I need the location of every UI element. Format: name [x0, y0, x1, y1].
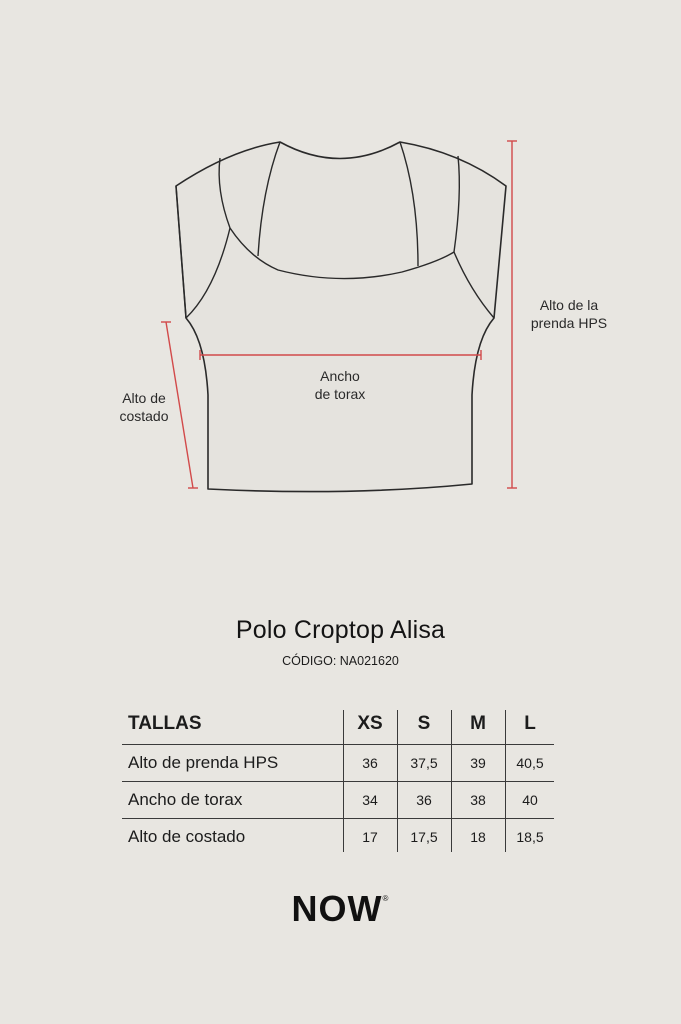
column-divider: [397, 710, 398, 852]
garment-body-outline: [176, 142, 506, 492]
header-s: S: [417, 713, 431, 734]
side-length-label-line2: costado: [119, 408, 169, 424]
column-divider: [343, 710, 344, 852]
header-tallas: TALLAS: [128, 713, 202, 734]
table-row: [122, 818, 554, 855]
cell-xs: 17: [362, 828, 378, 845]
cell-xs: 36: [362, 754, 378, 771]
product-title: Polo Croptop Alisa: [235, 616, 446, 644]
table-divider: [122, 818, 554, 819]
header-m: M: [470, 713, 486, 734]
cell-l: 18,5: [516, 828, 544, 845]
chest-width-label-line2: de torax: [314, 386, 366, 402]
column-divider: [451, 710, 452, 852]
cell-l: 40: [522, 791, 538, 808]
row-label: Ancho de torax: [128, 789, 243, 809]
table-row: [122, 781, 554, 818]
hps-length-measure: [507, 141, 517, 488]
cell-l: 40,5: [516, 754, 544, 771]
row-label: Alto de prenda HPS: [128, 752, 279, 772]
hps-length-label-line1: Alto de la: [539, 297, 599, 313]
table-divider: [122, 744, 554, 745]
side-length-label: [108, 389, 180, 425]
header-l: L: [524, 713, 536, 734]
column-divider: [505, 710, 506, 852]
cell-m: 38: [470, 791, 486, 808]
cell-s: 37,5: [410, 754, 438, 771]
registered-mark: ®: [382, 894, 390, 903]
hps-length-label-line2: prenda HPS: [530, 315, 608, 331]
brand-name: NOW: [291, 888, 383, 929]
cell-m: 18: [470, 828, 486, 845]
header-xs: XS: [357, 713, 383, 734]
row-label: Alto de costado: [128, 826, 246, 846]
brand-logo: [0, 888, 681, 930]
cell-m: 39: [470, 754, 486, 771]
cell-xs: 34: [362, 791, 378, 808]
hps-length-label: [524, 296, 614, 332]
cell-s: 36: [416, 791, 432, 808]
size-table: [122, 704, 554, 855]
table-row: [122, 744, 554, 781]
chest-width-label: [300, 367, 380, 403]
side-length-label-line1: Alto de: [122, 390, 166, 406]
table-divider: [122, 781, 554, 782]
size-table-header: [122, 704, 554, 744]
cell-s: 17,5: [410, 828, 438, 845]
chest-width-label-line1: Ancho: [320, 368, 360, 384]
product-code: CÓDIGO: NA021620: [282, 654, 399, 668]
